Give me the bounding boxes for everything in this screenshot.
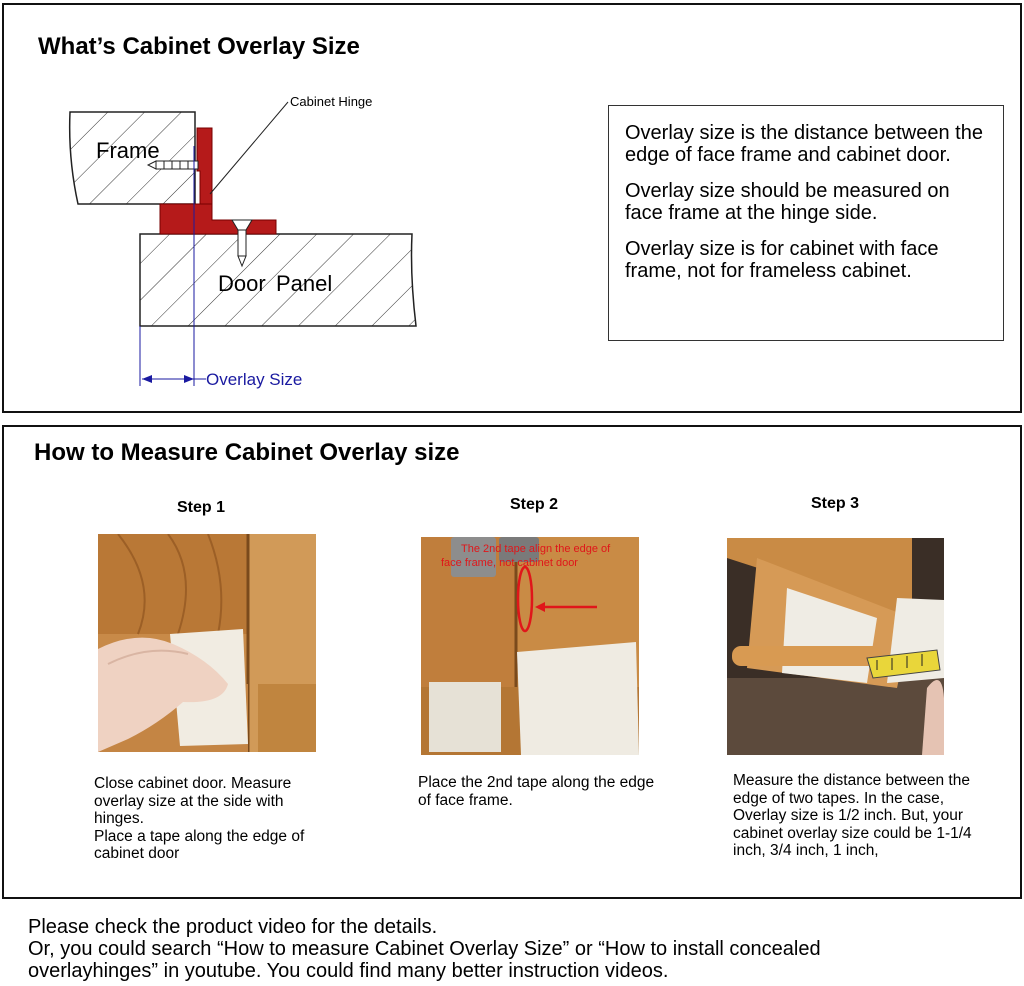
step-2-photo [421,537,639,755]
step-1-text: Close cabinet door. Measure overlay size at the side with hinges. Place a tape along the edge of cabinet door [94,775,305,862]
step-1-photo [98,534,316,752]
footer-note [28,916,1008,982]
info-paragraph: Overlay size should be measured on face frame at the hinge side. [625,180,950,224]
section-title: How to Measure Cabinet Overlay size [34,439,460,466]
step-2-text: Place the 2nd tape along the edge of face frame. [418,774,655,809]
footer-line: Please check the product video for the details. [28,916,438,938]
info-paragraph: Overlay size is the distance between the edge of face frame and cabinet door. [625,122,983,166]
step-3-label: Step 3 [811,495,860,512]
step-3-photo [727,538,944,755]
overlay-info-box [608,105,1004,341]
frame-label: Frame [96,138,160,163]
section-title: What’s Cabinet Overlay Size [38,33,360,60]
overlay-size-label: Overlay Size [206,370,303,389]
footer-line: Or, you could search “How to measure Cabinet Overlay Size” or “How to install concealed [28,938,821,960]
hinge-label: Cabinet Hinge [290,94,373,109]
panel-label: Panel [276,271,333,296]
step-3-text: Measure the distance between the edge of two tapes. In the case, Overlay size is 1/2 inch. But, your cabinet overlay size could be 1-1/4 inch, 3/4 inch, 1 inch, [733,772,972,859]
footer-line: overlayhinges” in youtube. You could find many better instruction videos. [28,960,669,982]
step-1-label: Step 1 [177,499,226,516]
step-2-photo-caption: face frame, not cabinet door [441,557,578,569]
hinge-plate [160,204,276,234]
door-label: Door [218,271,266,296]
step-2-photo-caption: The 2nd tape align the edge of [461,543,611,555]
info-paragraph: Overlay size is for cabinet with face frame, not for frameless cabinet. [625,238,939,282]
step-2-label: Step 2 [510,496,559,513]
overlay-diagram [60,86,440,396]
